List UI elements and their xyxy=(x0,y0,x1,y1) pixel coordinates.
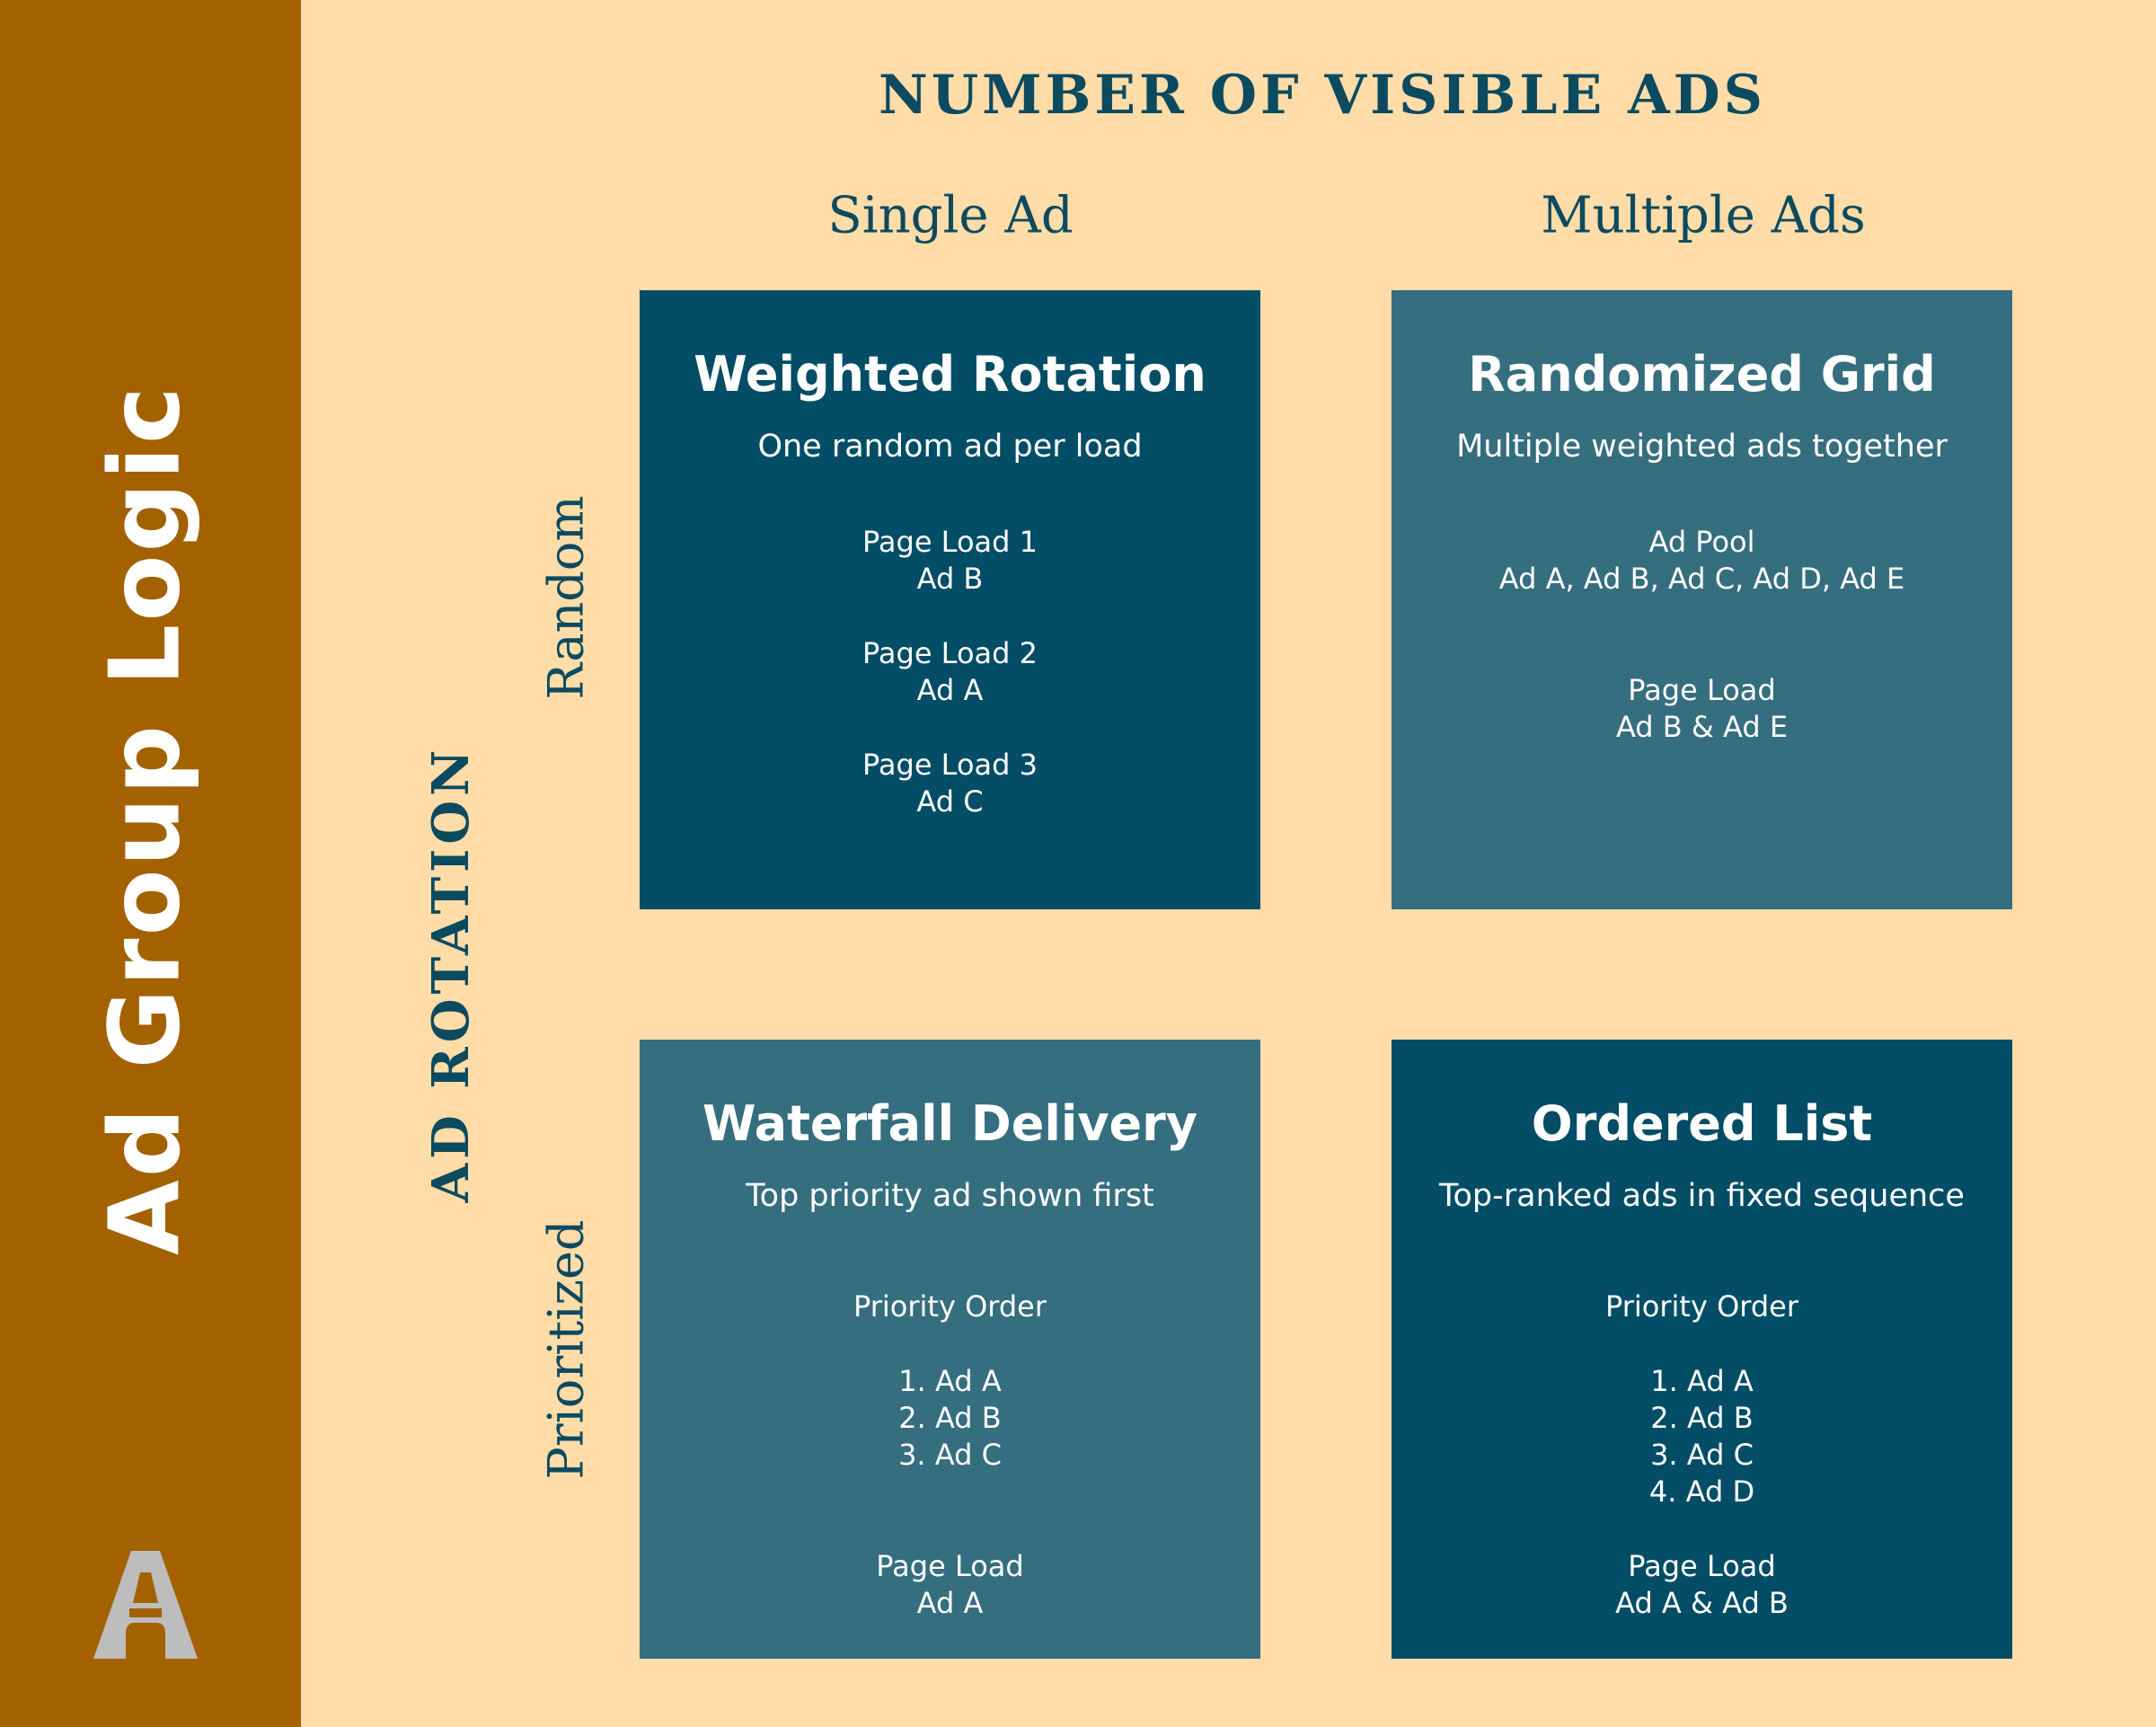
sidebar-title: Ad Group Logic xyxy=(89,384,202,1255)
card-subtitle: Multiple weighted ads together xyxy=(1456,429,1948,465)
card-line: 1. Ad A xyxy=(898,1364,1002,1398)
card-line: Page Load xyxy=(1628,673,1776,707)
column-label-single-ad: Single Ad xyxy=(827,186,1074,245)
card-line: 2. Ad B xyxy=(898,1401,1002,1435)
card-title: Randomized Grid xyxy=(1468,346,1936,403)
card-weighted-rotation xyxy=(640,290,1260,909)
card-line: Page Load xyxy=(876,1549,1024,1583)
card-line: 3. Ad C xyxy=(898,1438,1002,1472)
card-line: Page Load 1 xyxy=(862,525,1038,559)
card-randomized-grid xyxy=(1392,290,2012,909)
card-line: Ad A & Ad B xyxy=(1615,1586,1789,1620)
card-title: Ordered List xyxy=(1531,1095,1873,1152)
columns-header: NUMBER OF VISIBLE ADS xyxy=(879,64,1766,127)
column-label-multiple-ads: Multiple Ads xyxy=(1541,186,1866,245)
card-line: 3. Ad C xyxy=(1650,1438,1754,1472)
card-line: Priority Order xyxy=(853,1289,1047,1324)
card-line: Ad A xyxy=(916,1586,984,1620)
card-line: Page Load 3 xyxy=(862,748,1038,782)
card-subtitle: One random ad per load xyxy=(757,429,1143,465)
card-ordered-list xyxy=(1392,1040,2012,1659)
card-line: Ad A xyxy=(916,673,984,707)
card-line: Page Load 2 xyxy=(862,636,1038,670)
card-line: Priority Order xyxy=(1605,1289,1798,1324)
card-line: Ad A, Ad B, Ad C, Ad D, Ad E xyxy=(1498,562,1905,596)
card-line: 1. Ad A xyxy=(1650,1364,1754,1398)
card-title: Waterfall Delivery xyxy=(702,1095,1198,1152)
card-line: Ad C xyxy=(916,784,984,819)
card-subtitle: Top priority ad shown first xyxy=(746,1178,1154,1214)
a-monogram-logo-icon xyxy=(93,1551,198,1659)
card-title: Weighted Rotation xyxy=(694,346,1206,403)
card-line: Ad Pool xyxy=(1648,525,1755,559)
card-line: Ad B & Ad E xyxy=(1615,710,1789,744)
rows-header: AD ROTATION xyxy=(421,745,481,1203)
card-line: 2. Ad B xyxy=(1650,1401,1754,1435)
card-line: Ad B xyxy=(916,562,984,596)
card-line: 4. Ad D xyxy=(1648,1475,1755,1509)
card-line: Page Load xyxy=(1628,1549,1776,1583)
row-label-prioritized: Prioritized xyxy=(537,1219,595,1480)
row-label-random: Random xyxy=(537,495,595,700)
card-waterfall-delivery xyxy=(640,1040,1260,1659)
sidebar xyxy=(0,0,301,1727)
card-subtitle: Top-ranked ads in fixed sequence xyxy=(1439,1178,1965,1214)
